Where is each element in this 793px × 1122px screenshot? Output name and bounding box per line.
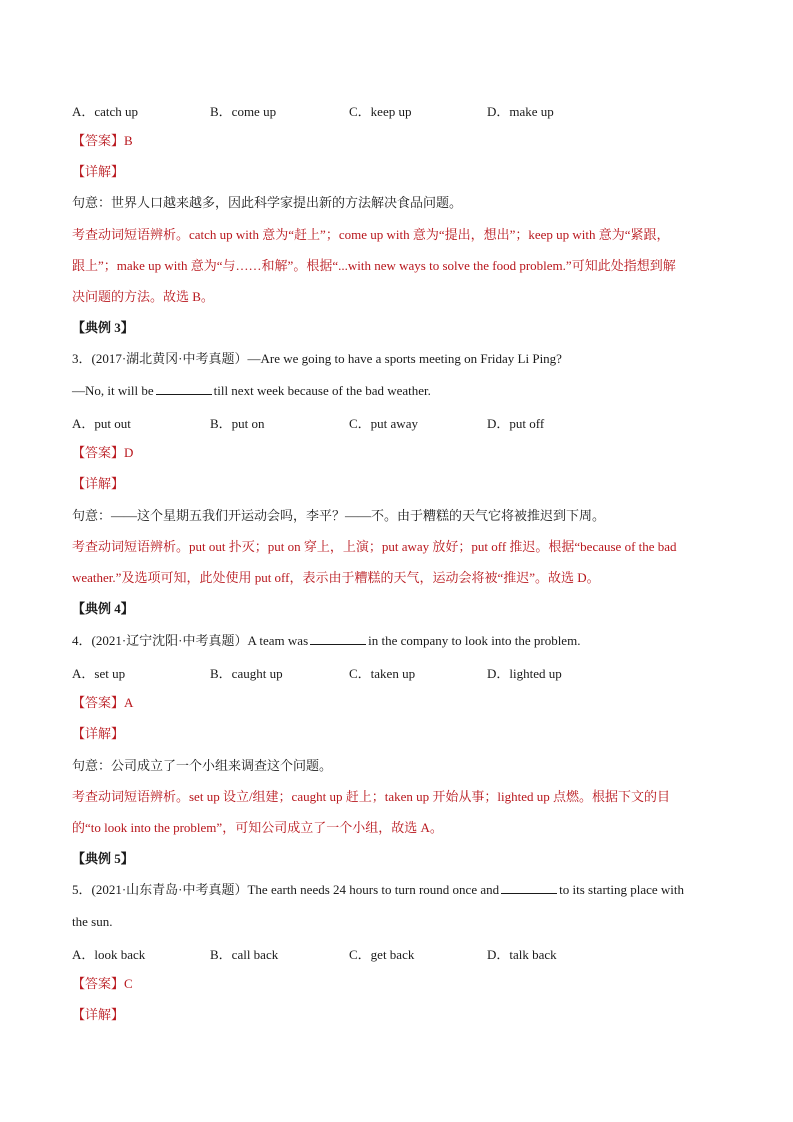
q2-option-d: D．make up [487,104,554,119]
ex5-stem-part-b: to its starting place with [559,882,685,897]
ex5-stem-part-a: 5．(2021·山东青岛·中考真题）The earth needs 24 hours to turn round once and [72,882,500,897]
ex4-analysis-line-1: 考查动词短语辨析。set up 设立/组建；caught up 赶上；taken up 开始从事；lighted up 点燃。根据下文的目 [72,789,670,804]
answer-label: 【答案】 [72,445,125,460]
ex5-option-a: A．look back [72,947,146,962]
q2-option-b: B．come up [210,104,277,119]
ex5-option-c: C．get back [349,947,415,962]
ex5-detail-label: 【详解】 [72,1007,125,1022]
ex3-option-c: C．put away [349,416,418,431]
q2-meaning: 句意：世界人口越来越多，因此科学家提出新的方法解决食品问题。 [72,195,463,210]
q2-option-a: A．catch up [72,104,139,119]
ex4-option-b: B．caught up [210,666,283,681]
q2-detail-label: 【详解】 [72,164,125,179]
answer-blank [310,632,366,645]
ex4-stem-part-a: 4．(2021·辽宁沈阳·中考真题）A team was [72,633,309,648]
ex4-answer [72,694,133,712]
ex4-heading: 【典例 4】 [72,601,134,616]
answer-label: 【答案】 [72,133,125,148]
ex3-option-b: B．put on [210,416,265,431]
answer-value: B [124,133,133,148]
ex3-answer [72,444,133,462]
ex4-meaning: 句意：公司成立了一个小组来调查这个问题。 [72,758,333,773]
ex3-option-d: D．put off [487,416,545,431]
answer-blank [501,881,557,894]
answer-blank [156,382,212,395]
ex4-option-a: A．set up [72,666,126,681]
ex4-stem [72,632,580,650]
q2-analysis-line-1: 考查动词短语辨析。catch up with 意为“赶上”；come up with 意为“提出，想出”；keep up with 意为“紧跟， [72,227,670,242]
ex4-stem-part-b: in the company to look into the problem. [368,633,581,648]
answer-value: D [124,445,134,460]
ex5-option-b: B．call back [210,947,279,962]
answer-label: 【答案】 [72,976,125,991]
ex3-option-a: A．put out [72,416,131,431]
ex4-option-d: D．lighted up [487,666,562,681]
ex3-stem-part-a: —No, it will be [72,383,154,398]
ex3-stem-line-2 [72,382,431,400]
answer-value: C [124,976,133,991]
ex3-stem-part-b: till next week because of the bad weather. [213,383,431,398]
answer-label: 【答案】 [72,695,125,710]
q2-option-c: C．keep up [349,104,412,119]
ex3-heading: 【典例 3】 [72,320,134,335]
answer-value: A [124,695,134,710]
q2-analysis-line-2: 跟上”；make up with 意为“与……和解”。根据“...with new ways to solve the food problem.”可知此处指想到解 [72,258,676,273]
ex5-heading: 【典例 5】 [72,851,134,866]
ex3-stem-line-1: 3．(2017·湖北黄冈·中考真题）—Are we going to have a sports meeting on Friday Li Ping? [72,351,562,366]
q2-answer [72,132,133,150]
ex5-answer [72,975,133,993]
ex5-stem-line-2: the sun. [72,914,113,929]
ex4-detail-label: 【详解】 [72,726,125,741]
ex3-analysis-line-2: weather.”及选项可知，此处使用 put off，表示由于糟糕的天气，运动会将被“推迟”。故选 D。 [72,570,600,585]
q2-analysis-line-3: 决问题的方法。故选 B。 [72,289,214,304]
ex4-option-c: C．taken up [349,666,416,681]
ex5-stem-line-1 [72,881,684,899]
ex3-analysis-line-1: 考查动词短语辨析。put out 扑灭；put on 穿上，上演；put away 放好；put off 推迟。根据“because of the bad [72,539,677,554]
ex3-meaning: 句意：——这个星期五我们开运动会吗，李平？——不。由于糟糕的天气它将被推迟到下周。 [72,508,606,523]
ex4-analysis-line-2: 的“to look into the problem”，可知公司成立了一个小组，故选 A。 [72,820,443,835]
ex5-option-d: D．talk back [487,947,557,962]
ex3-detail-label: 【详解】 [72,476,125,491]
